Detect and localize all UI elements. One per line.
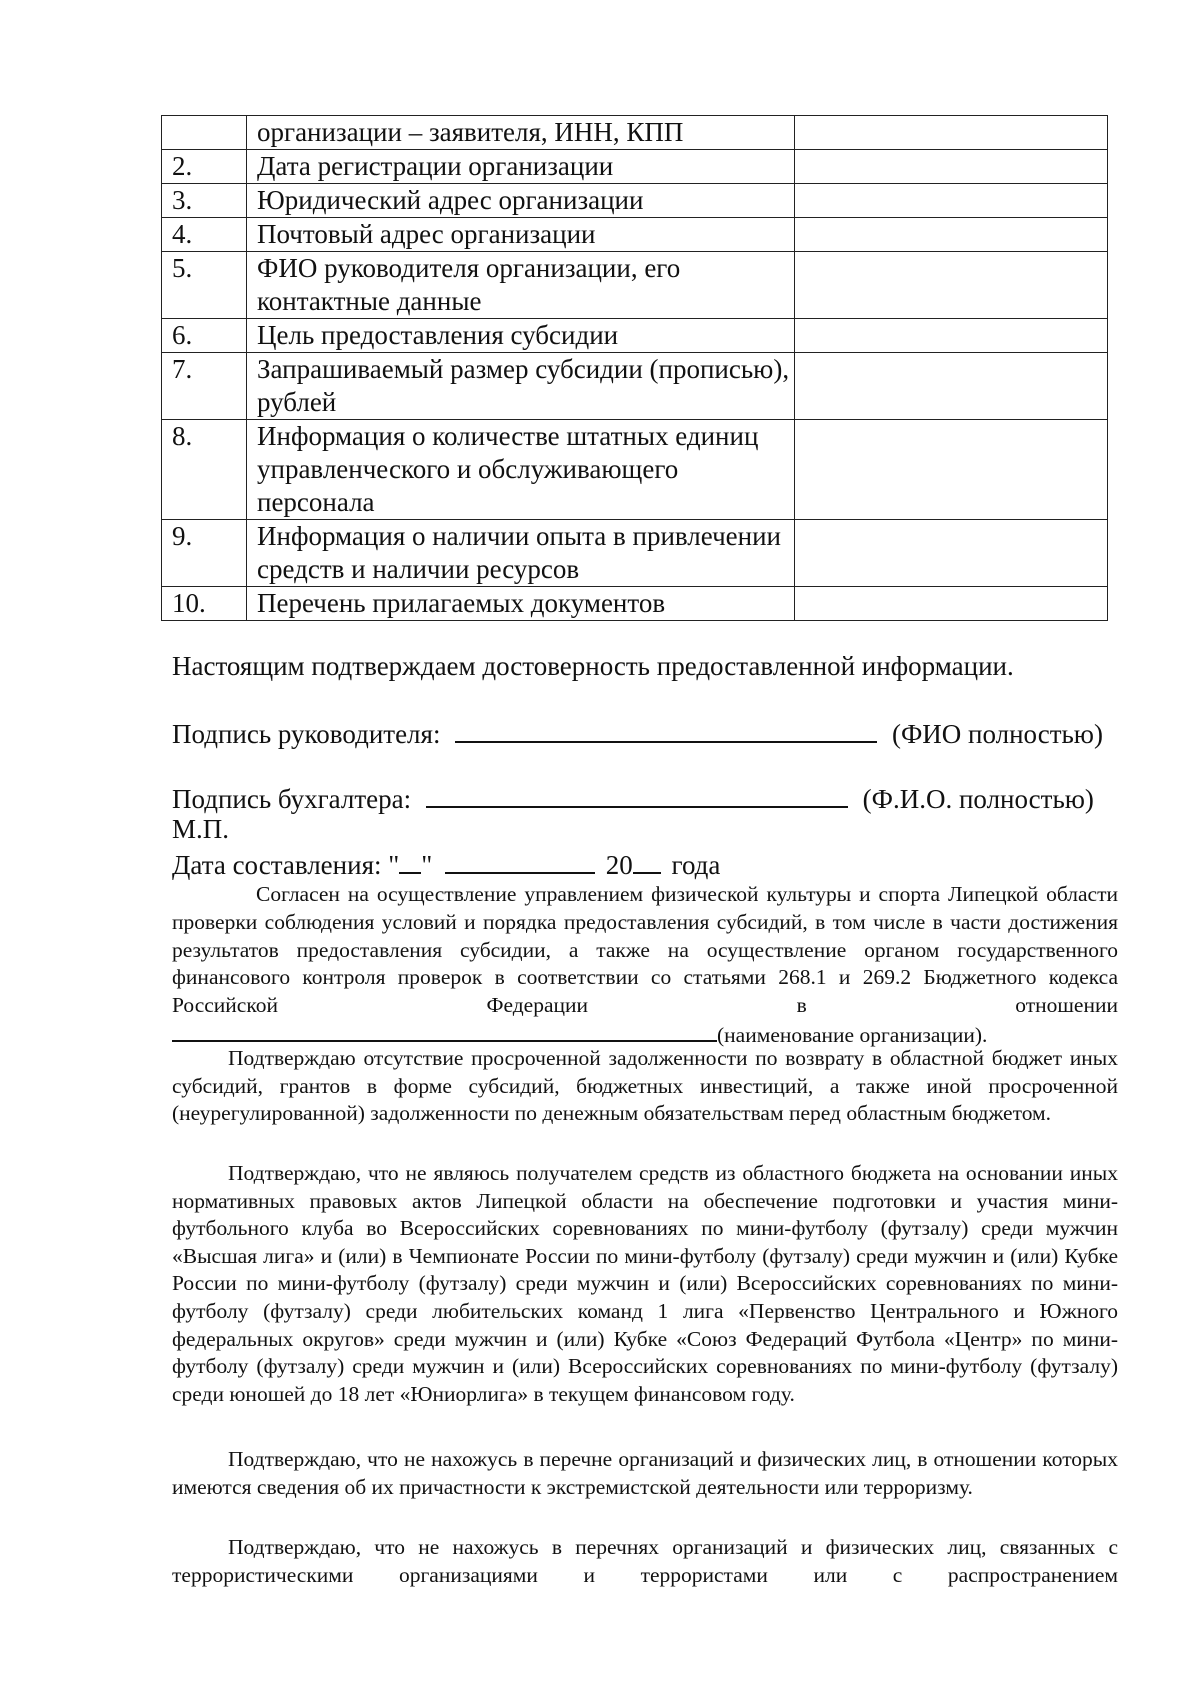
row-number: 4. xyxy=(162,218,247,252)
row-number: 8. xyxy=(162,420,247,520)
row-value-cell[interactable] xyxy=(795,218,1108,252)
row-value-cell[interactable] xyxy=(795,520,1108,587)
row-value-cell[interactable] xyxy=(795,353,1108,420)
row-label: Дата регистрации организации xyxy=(247,150,795,184)
date-year-suffix: года xyxy=(671,850,721,880)
row-label: Запрашиваемый размер субсидии (прописью), рублей xyxy=(247,353,795,420)
date-day-field[interactable] xyxy=(399,846,421,874)
row-label: Информация о количестве штатных единиц управленческого и обслуживающего персонала xyxy=(247,420,795,520)
row-number: 2. xyxy=(162,150,247,184)
table-row xyxy=(162,319,1108,353)
table-row xyxy=(162,587,1108,621)
row-label: Перечень прилагаемых документов xyxy=(247,587,795,621)
consent-paragraph: Согласен на осуществление управлением физической культуры и спорта Липецкой области проверки соблюдения условий и порядка предоставления субсидий, в том числе в части достижения результатов предоставления субсидии, а также на осуществление органом государственного финансового контроля проверок в соответствии со статьями 268.1 и 269.2 Бюджетного кодекса Российской Федерации в отношении xyxy=(172,882,1118,1018)
row-value-cell[interactable] xyxy=(795,587,1108,621)
table-row xyxy=(162,520,1108,587)
head-signature-field[interactable] xyxy=(455,715,877,743)
row-number: 6. xyxy=(162,319,247,353)
row-value-cell[interactable] xyxy=(795,184,1108,218)
table-row xyxy=(162,420,1108,520)
date-line xyxy=(172,846,720,882)
accountant-signature-field[interactable] xyxy=(426,780,848,808)
table-row xyxy=(162,150,1108,184)
date-label: Дата составления: " xyxy=(172,850,400,880)
date-month-field[interactable] xyxy=(445,846,595,874)
row-value-cell[interactable] xyxy=(795,150,1108,184)
table-row xyxy=(162,116,1108,150)
row-value-cell[interactable] xyxy=(795,319,1108,353)
organization-name-caption: (наименование организации). xyxy=(717,1023,988,1047)
paragraph-no-debt: Подтверждаю отсутствие просроченной задолженности по возврату в областной бюджет иных субсидий, грантов в форме субсидий, бюджетных инвестиций, а также иной просроченной (неурегулированной) задолженности по денежным обязательствам перед областным бюджетом. xyxy=(172,1046,1118,1126)
date-year-field[interactable] xyxy=(633,846,661,874)
row-label: Цель предоставления субсидии xyxy=(247,319,795,353)
table-row xyxy=(162,218,1108,252)
row-value-cell[interactable] xyxy=(795,116,1108,150)
paragraph-not-recipient: Подтверждаю, что не являюсь получателем средств из областного бюджета на основании иных нормативных правовых актов Липецкой области на обеспечение подготовки и участия мини-футбольного клуба во Всероссийских соревнованиях по мини-футболу (футзалу) среди мужчин «Высшая лига» и (или) в Чемпионате России по мини-футболу (футзалу) среди мужчин и (или) Кубке России по мини-футболу (футзалу) среди мужчин и (или) Всероссийских соревнованиях по мини-футболу (футзалу) среди любительских команд 1 лига «Первенство Центрального и Южного федеральных округов» среди мужчин и (или) Кубке «Союз Федераций Футбола «Центр» по мини-футболу (футзалу) среди мужчин и (или) Всероссийских соревнованиях по мини-футболу (футзалу) среди юношей до 18 лет «Юниорлига» в текущем финансовом году. xyxy=(172,1161,1118,1406)
row-number: 5. xyxy=(162,252,247,319)
row-label: организации – заявителя, ИНН, КПП xyxy=(247,116,795,150)
row-number: 9. xyxy=(162,520,247,587)
row-label: Почтовый адрес организации xyxy=(247,218,795,252)
accountant-signature-suffix: (Ф.И.О. полностью) xyxy=(862,784,1094,814)
confirmation-statement: Настоящим подтверждаем достоверность предоставленной информации. xyxy=(172,651,1014,681)
row-number: 3. xyxy=(162,184,247,218)
table-row xyxy=(162,184,1108,218)
head-signature-line xyxy=(172,715,1103,751)
accountant-signature-label: Подпись бухгалтера: xyxy=(172,784,412,814)
row-value-cell[interactable] xyxy=(795,252,1108,319)
row-value-cell[interactable] xyxy=(795,420,1108,520)
accountant-signature-line xyxy=(172,780,1094,816)
row-number: 10. xyxy=(162,587,247,621)
application-info-table xyxy=(161,115,1108,621)
paragraph-not-extremist: Подтверждаю, что не нахожусь в перечне организаций и физических лиц, в отношении которых имеются сведения об их причастности к экстремистской деятельности или терроризму. xyxy=(172,1447,1118,1499)
row-label: ФИО руководителя организации, его контактные данные xyxy=(247,252,795,319)
organization-name-field[interactable] xyxy=(172,1018,717,1042)
row-label: Информация о наличии опыта в привлечении средств и наличии ресурсов xyxy=(247,520,795,587)
paragraph-not-terrorist: Подтверждаю, что не нахожусь в перечнях организаций и физических лиц, связанных с террористическими организациями и террористами или с распространением xyxy=(172,1535,1118,1587)
stamp-label: М.П. xyxy=(172,814,230,844)
table-row xyxy=(162,353,1108,420)
table-row xyxy=(162,252,1108,319)
row-label: Юридический адрес организации xyxy=(247,184,795,218)
head-signature-label: Подпись руководителя: xyxy=(172,719,441,749)
date-quote: " xyxy=(421,850,433,880)
head-signature-suffix: (ФИО полностью) xyxy=(891,719,1103,749)
row-number xyxy=(162,116,247,150)
date-year-prefix: 20 xyxy=(605,850,633,880)
row-number: 7. xyxy=(162,353,247,420)
